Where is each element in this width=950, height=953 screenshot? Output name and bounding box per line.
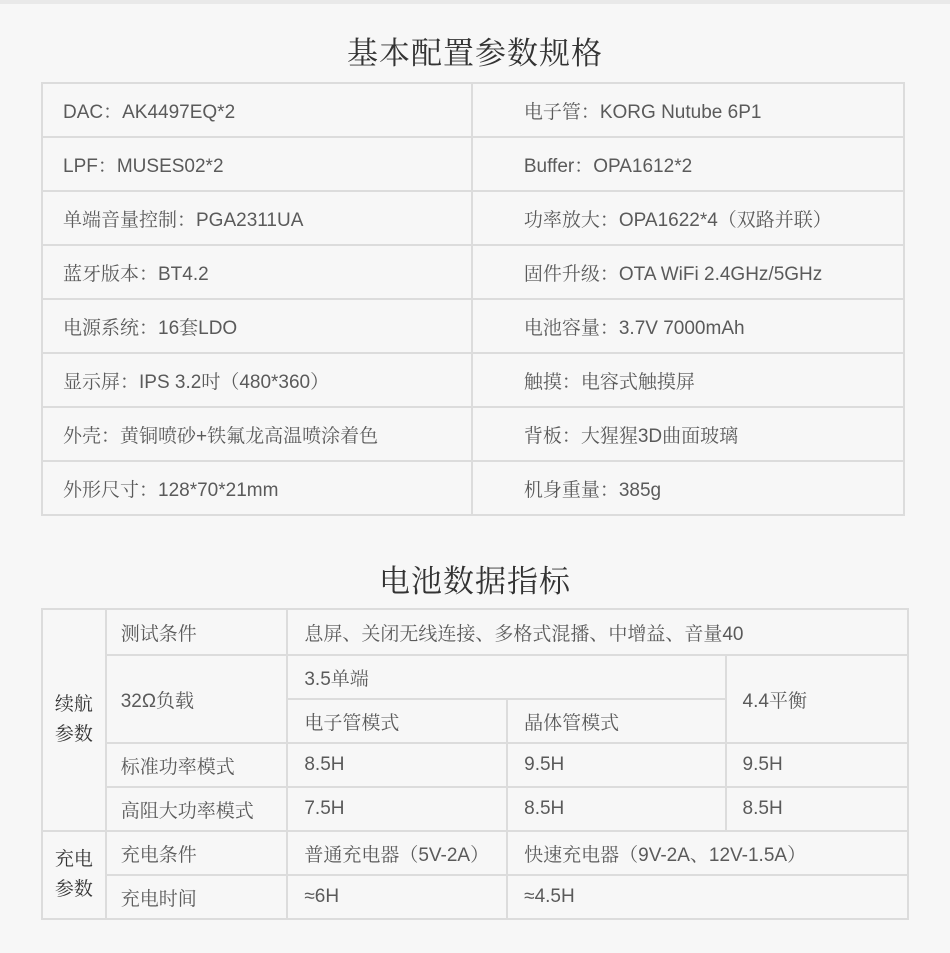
battery-table	[41, 608, 909, 920]
charge-category	[42, 831, 106, 919]
high-impedance-mode-label: 高阻大功率模式	[106, 787, 288, 831]
spec-cell-display: 显示屏：IPS 3.2吋（480*360）	[42, 353, 472, 407]
charge-condition-label: 充电条件	[106, 831, 288, 875]
spec-cell-amp: 功率放大：OPA1622*4（双路并联）	[472, 191, 904, 245]
spec-cell-firmware: 固件升级：OTA WiFi 2.4GHz/5GHz	[472, 245, 904, 299]
standard-tube-value: 8.5H	[287, 743, 507, 787]
battery-section-title: 电池数据指标	[379, 564, 571, 599]
table-row	[42, 461, 904, 515]
table-row	[42, 299, 904, 353]
spec-cell-shell: 外壳：黄铜喷砂+铁氟龙高温喷涂着色	[42, 407, 472, 461]
table-row	[42, 353, 904, 407]
spec-cell-backplate: 背板：大猩猩3D曲面玻璃	[472, 407, 904, 461]
endurance-category	[42, 609, 106, 831]
high-tube-value: 7.5H	[287, 787, 507, 831]
table-row	[42, 83, 904, 137]
high-transistor-value: 8.5H	[507, 787, 725, 831]
table-row	[42, 787, 908, 831]
single-ended-label: 3.5单端	[287, 655, 725, 699]
tube-mode-label: 电子管模式	[287, 699, 507, 743]
charge-fast-value: 快速充电器（9V-2A、12V-1.5A）	[507, 831, 908, 875]
table-row	[42, 609, 908, 655]
transistor-mode-label: 晶体管模式	[507, 699, 725, 743]
spec-cell-buffer: Buffer：OPA1612*2	[472, 137, 904, 191]
spec-cell-weight: 机身重量：385g	[472, 461, 904, 515]
charge-time-normal-value: ≈6H	[287, 875, 507, 919]
top-divider	[0, 0, 950, 4]
standard-mode-label: 标准功率模式	[106, 743, 288, 787]
category-label: 续航	[54, 694, 93, 715]
spec-cell-power: 电源系统：16套LDO	[42, 299, 472, 353]
spec-cell-battery: 电池容量：3.7V 7000mAh	[472, 299, 904, 353]
category-label: 参数	[54, 724, 93, 745]
load-label: 32Ω负载	[106, 655, 288, 743]
standard-balanced-value: 9.5H	[726, 743, 908, 787]
test-condition-value: 息屏、关闭无线连接、多格式混播、中增益、音量40	[287, 609, 908, 655]
charge-normal-value: 普通充电器（5V-2A）	[287, 831, 507, 875]
spec-table	[41, 82, 905, 516]
table-row	[42, 831, 908, 875]
spec-cell-lpf: LPF：MUSES02*2	[42, 137, 472, 191]
high-balanced-value: 8.5H	[726, 787, 908, 831]
spec-cell-tube: 电子管：KORG Nutube 6P1	[472, 83, 904, 137]
table-row	[42, 191, 904, 245]
charge-time-fast-value: ≈4.5H	[507, 875, 908, 919]
spec-cell-volume: 单端音量控制：PGA2311UA	[42, 191, 472, 245]
table-row	[42, 743, 908, 787]
balanced-label: 4.4平衡	[726, 655, 908, 743]
charge-time-label: 充电时间	[106, 875, 288, 919]
spec-cell-size: 外形尺寸：128*70*21mm	[42, 461, 472, 515]
standard-transistor-value: 9.5H	[507, 743, 725, 787]
category-label: 参数	[54, 879, 93, 900]
spec-section-title: 基本配置参数规格	[347, 36, 603, 71]
table-row	[42, 245, 904, 299]
spec-cell-dac: DAC：AK4497EQ*2	[42, 83, 472, 137]
table-row	[42, 875, 908, 919]
spec-cell-touch: 触摸：电容式触摸屏	[472, 353, 904, 407]
test-condition-label: 测试条件	[106, 609, 288, 655]
category-label: 充电	[54, 849, 93, 870]
table-row	[42, 137, 904, 191]
table-row	[42, 655, 908, 699]
spec-cell-bluetooth: 蓝牙版本：BT4.2	[42, 245, 472, 299]
table-row	[42, 407, 904, 461]
